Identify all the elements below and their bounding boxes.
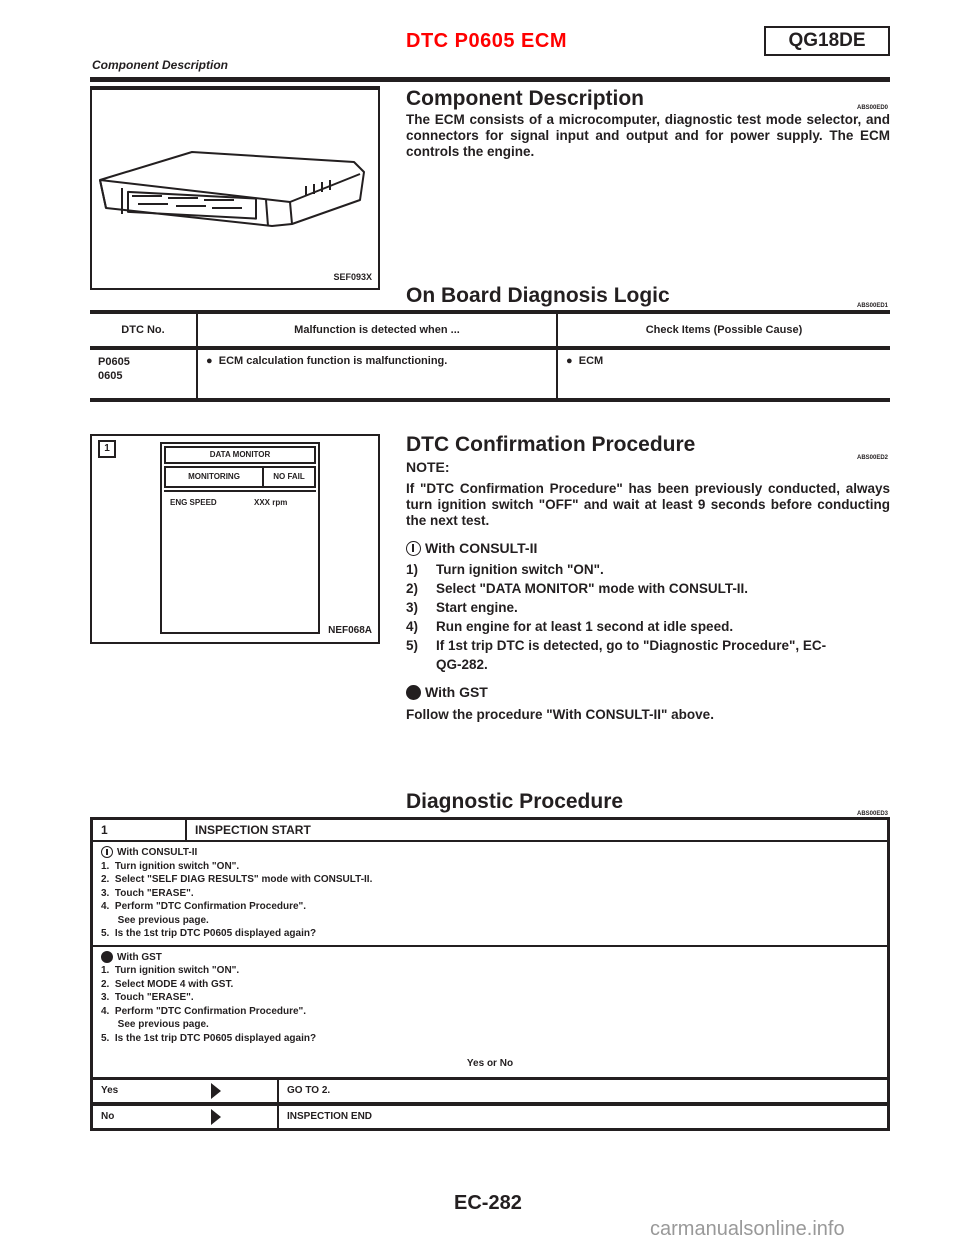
page-title: DTC P0605 ECM [406,30,567,52]
screen-status-left: MONITORING [166,468,264,486]
confirmation-steps: 1) Turn ignition switch "ON". 2) Select "DATA MONITOR" mode with CONSULT-II. 3) Start engine. 4) Run engine for at least 1 second at idle speed. 5) If 1st trip DTC is detected, go to "Diagnostic Procedure", EC- QG-282. [406,560,890,674]
page-number: EC-282 [454,1192,522,1214]
gst-text: Follow the procedure "With CONSULT-II" above. [406,707,714,722]
screen-status-right: NO FAIL [273,472,305,481]
table-row [90,348,890,400]
step-item: 3) Start engine. [406,600,518,615]
consult-block: With CONSULT-II 1. Turn ignition switch "ON". 2. Select "SELF DIAG RESULTS" mode with CONSULT-II. 3. Touch "ERASE". 4. Perform "DTC Confirmation Procedure". See previous page. 5. Is the 1st trip DTC P0605 displayed again? [93,842,887,947]
diagnostic-procedure-heading: Diagnostic Procedure [406,790,624,813]
ref-code: ABS00ED1 [856,303,888,309]
column-header: DTC No. [90,312,197,348]
column-header: Malfunction is detected when ... [197,312,557,348]
component-description-text: The ECM consists of a microcomputer, diagnostic test mode selector, and connectors for signal input and output and for power supply. The ECM controls the engine. [406,112,890,159]
dtc-code: P0605 [98,356,130,368]
monitor-item-value: XXX rpm [254,498,288,507]
figure-label: NEF068A [328,625,372,636]
ref-code: ABS00ED3 [856,811,888,817]
answer-row-yes[interactable] [93,1077,887,1104]
section-label: Component Description [92,58,229,72]
component-description-heading: Component Description [406,87,645,110]
answer-label: No [101,1111,115,1122]
answer-action[interactable]: GO TO 2. [287,1085,331,1096]
step-title: INSPECTION START [195,823,311,837]
gst-heading-row [406,684,488,700]
gst-icon [406,685,421,700]
ecm-figure [90,88,380,290]
ref-code: ABS00ED0 [856,105,888,111]
consult-heading: With CONSULT-II [425,540,538,556]
engine-code-badge: QG18DE [764,26,890,56]
consult-heading-row [406,540,537,556]
gst-block: With GST 1. Turn ignition switch "ON". 2. Select MODE 4 with GST. 3. Touch "ERASE". 4. Perform "DTC Confirmation Procedure". See previous page. 5. Is the 1st trip DTC P0605 displayed again? Yes or No [93,947,887,1077]
step-item: 4) Run engine for at least 1 second at idle speed. [406,619,734,634]
corner-number-box: 1 [98,440,116,458]
consult-icon [101,846,113,858]
note-text: If "DTC Confirmation Procedure" has been previously conducted, always turn ignition switch "OFF" and wait at least 9 seconds before conducting the next test. [406,481,890,528]
bullet-icon: ● [206,355,219,367]
ref-code: ABS00ED2 [856,455,888,461]
answer-label: Yes [101,1085,119,1096]
header-rule [90,77,890,82]
ecm-unit-illustration [92,90,378,288]
obd-logic-heading: On Board Diagnosis Logic [406,284,670,307]
bullet-icon: ● [566,355,579,367]
consult-icon [406,541,421,556]
step-item: 2) Select "DATA MONITOR" mode with CONSULT-II. [406,581,749,596]
figure-label: SEF093X [333,272,372,282]
dtc-confirmation-heading: DTC Confirmation Procedure [406,433,696,456]
gst-icon [101,951,113,963]
arrow-right-icon [211,1083,221,1099]
arrow-right-icon [211,1109,221,1125]
check-item-text: ECM [578,355,604,367]
step-number: 1 [93,820,187,840]
screen-title: DATA MONITOR [164,446,316,464]
note-label: NOTE: [406,459,450,475]
answer-row-no[interactable] [93,1104,887,1128]
malfunction-text: ECM calculation function is malfunctioning. [218,355,448,367]
monitor-item-label: ENG SPEED [170,498,217,507]
step-item: 5) If 1st trip DTC is detected, go to "Diagnostic Procedure", EC- [406,638,827,653]
column-header: Check Items (Possible Cause) [557,312,890,348]
data-monitor-figure [90,434,380,644]
answer-action[interactable]: INSPECTION END [287,1111,373,1122]
diagnostic-procedure-link[interactable]: If 1st trip DTC is detected, go to "Diagnostic Procedure", EC- [436,638,827,653]
obd-logic-table [90,310,890,402]
dtc-code-alt: 0605 [98,370,123,382]
watermark[interactable]: carmanualsonline.info [650,1218,845,1240]
step-header-row [93,820,887,842]
step-item: 1) Turn ignition switch "ON". [406,562,604,577]
diagnostic-procedure-table [90,817,890,1131]
gst-heading: With GST [425,684,488,700]
consult-screen [160,442,320,634]
question-text: Yes or No [466,1058,514,1069]
